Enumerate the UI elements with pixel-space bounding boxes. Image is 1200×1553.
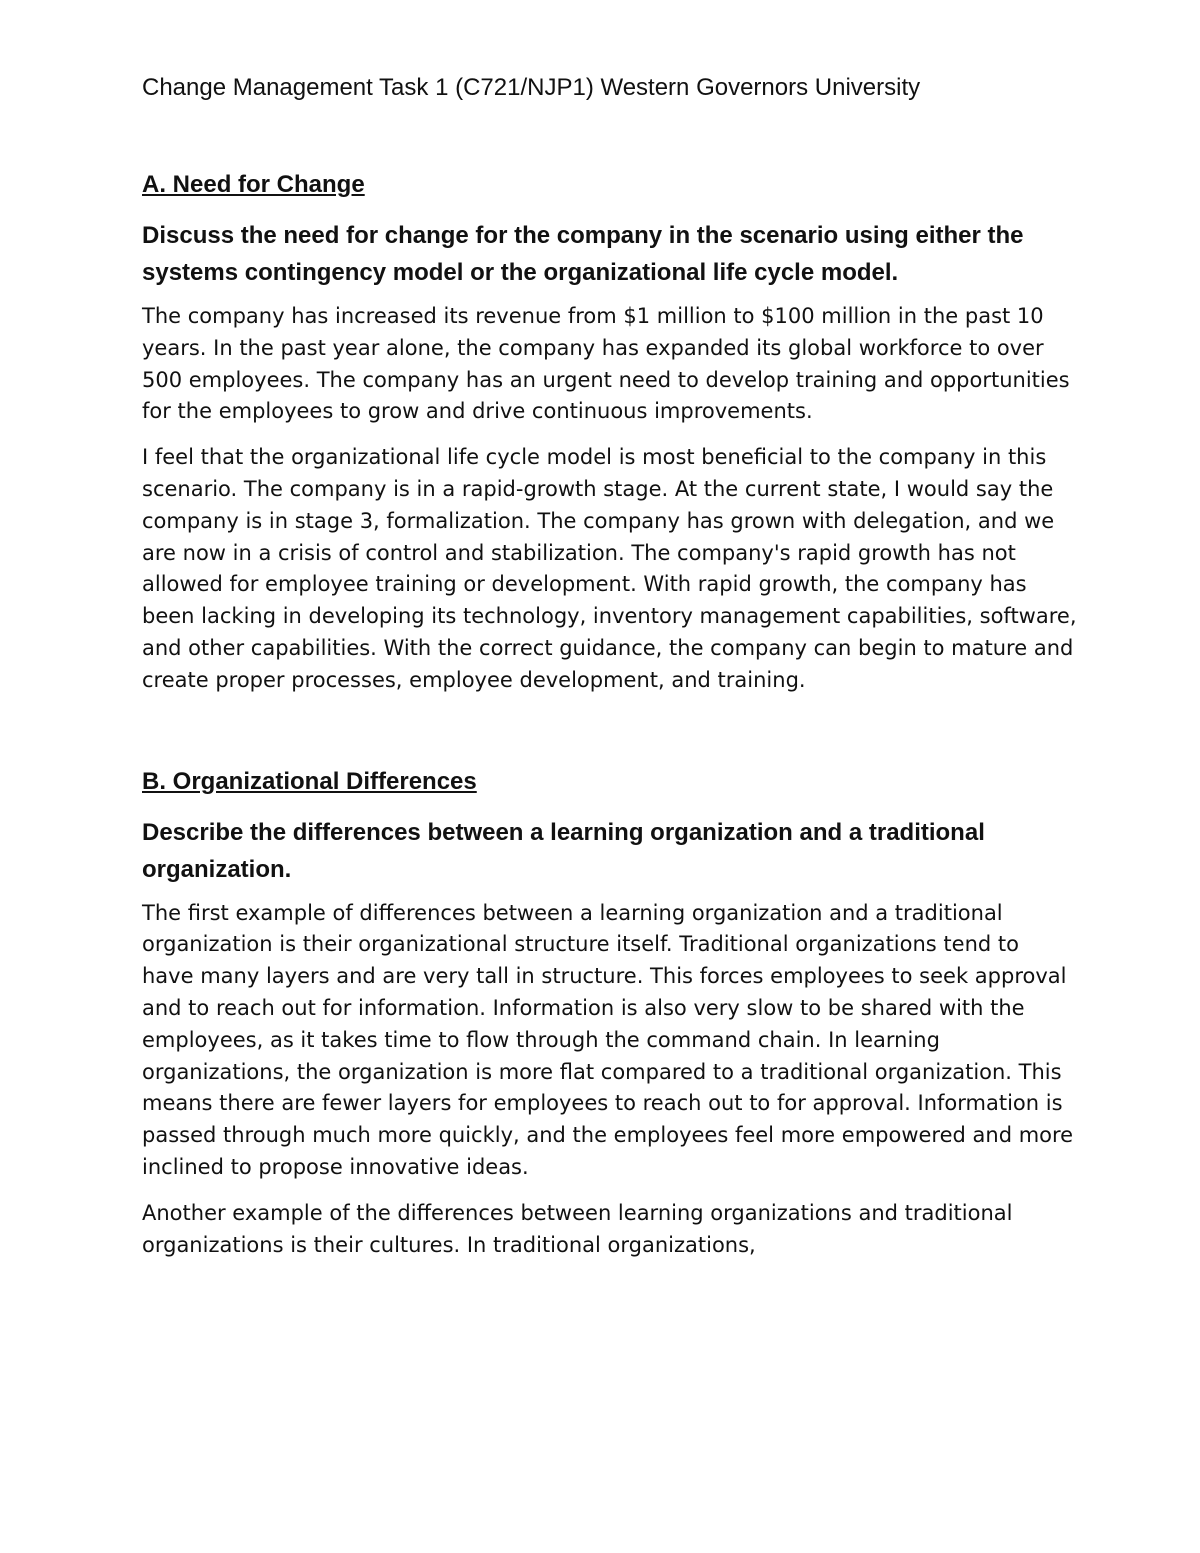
section-prompt: Discuss the need for change for the company in the scenario using either the systems contingency model or the organizational life cycle model. <box>142 222 1024 286</box>
section-organizational-differences <box>142 767 1077 1262</box>
body-paragraph: The first example of differences between a learning organization and a traditional organization is their organizational structure itself. Traditional organizations tend to have many layers and are very tall in structure. This forces employees to seek approval and to reach out for information. Information is also very slow to be shared with the employees, as it takes time to flow through the command chain. In learning organizations, the organization is more flat compared to a traditional organization. This means there are fewer layers for employees to reach out to for approval. Information is passed through much more quickly, and the employees feel more empowered and more inclined to propose innovative ideas. <box>142 900 1074 1179</box>
document-title: Change Management Task 1 (C721/NJP1) Western Governors University <box>142 74 921 101</box>
section-prompt: Describe the differences between a learning organization and a traditional organization. <box>142 818 985 883</box>
body-paragraph: The company has increased its revenue from $1 million to $100 million in the past 10 years. In the past year alone, the company has expanded its global workforce to over 500 employees. The company has an urgent need to develop training and opportunities for the employees to grow and drive continuous improvements. <box>142 304 1070 424</box>
document-page <box>142 70 1077 1275</box>
section-need-for-change <box>142 170 1077 697</box>
section-heading: B. Organizational Differences <box>142 767 477 795</box>
body-paragraph: I feel that the organizational life cycle model is most beneficial to the company in this scenario. The company is in a rapid-growth stage. At the current state, I would say the company is in stage 3, formalization. The company has grown with delegation, and we are now in a crisis of control and stabilization. The company's rapid growth has not allowed for employee training or development. With rapid growth, the company has been lacking in developing its technology, inventory management capabilities, software, and other capabilities. With the correct guidance, the company can begin to mature and create proper processes, employee development, and training. <box>142 445 1077 692</box>
section-heading: A. Need for Change <box>142 171 365 198</box>
body-paragraph: Another example of the differences between learning organizations and traditional organizations is their cultures. In traditional organizations, <box>142 1200 1013 1257</box>
